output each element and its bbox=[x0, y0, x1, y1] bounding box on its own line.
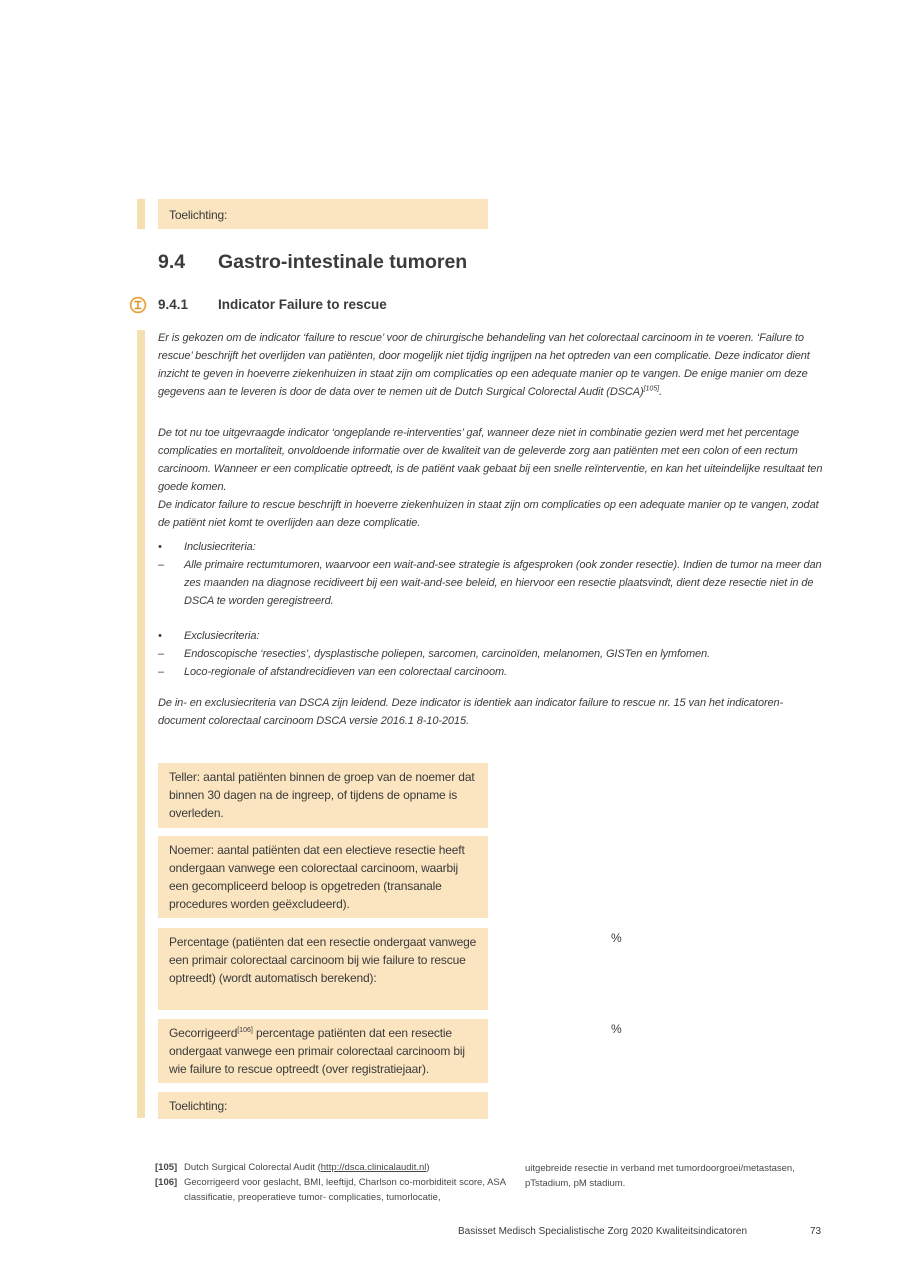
footnote-105-text bbox=[184, 1160, 515, 1175]
gecorrigeerd-lead: Gecorrigeerd bbox=[169, 1026, 238, 1040]
gecorrigeerd-rest: percentage patiënten dat een resectie ondergaat vanwege een primair colorectaal carcinoom bij wie failure to rescue optreedt (over registratiejaar). bbox=[169, 1026, 465, 1076]
footer-document-title: Basisset Medisch Specialistische Zorg 2020 Kwaliteitsindicatoren bbox=[458, 1226, 748, 1237]
subsection-number: 9.4.1 bbox=[158, 297, 189, 312]
footnote-ref-106: [106] bbox=[237, 1027, 253, 1034]
teller-box bbox=[158, 763, 488, 828]
intro-paragraph-1 bbox=[158, 329, 826, 401]
section-number: 9.4 bbox=[158, 251, 186, 273]
closing-paragraph: De in- en exclusiecriteria van DSCA zijn leidend. Deze indicator is identiek aan indicator failure to rescue nr. 15 van het indicatoren-document colorectaal carcinoom DSCA versie 2016.1 8-10-2015. bbox=[158, 697, 784, 727]
footnotes-right-column bbox=[525, 1161, 815, 1191]
footnote-105-after: ) bbox=[426, 1162, 430, 1173]
dash-marker: – bbox=[158, 559, 165, 571]
toelichting-top-label: Toelichting: bbox=[169, 208, 228, 222]
teller-text: Teller: aantal patiënten binnen de groep van de noemer dat binnen 30 dagen na de ingreep, of tijdens de opname is overleden. bbox=[169, 770, 475, 820]
subsection-title: Indicator Failure to rescue bbox=[218, 297, 387, 312]
intro-paragraph-1-text: Er is gekozen om de indicator ‘failure to rescue’ voor de chirurgische behandeling van het colorectaal carcinoom in te voeren. ‘Failure to rescue’ beschrijft het overlijden van patiënten, door mogelijk niet tijdig ingrijpen na het optreden van een complicatie. Deze indicator dient inzicht te geven in hoeverre ziekenhuizen in staat zijn om complicaties op een adequate manier op te vangen. De enige manier om deze gegevens aan te leveren is door de data over te nemen uit de Dutch Surgical Colorectal Audit (DSCA) bbox=[158, 332, 810, 398]
footnotes-left-column bbox=[155, 1160, 515, 1205]
toelichting-bottom-label: Toelichting: bbox=[169, 1099, 228, 1113]
footer-page-number: 73 bbox=[810, 1226, 822, 1237]
footnote-ref-105: [105] bbox=[643, 385, 660, 393]
exclusiecriteria-header: Exclusiecriteria: bbox=[184, 630, 260, 642]
percentage-text: Percentage (patiënten dat een resectie ondergaat vanwege een primair colorectaal carcinoom bij wie failure to rescue optreedt) (wordt automatisch berekend): bbox=[169, 935, 477, 985]
inclusiecriteria-item-row bbox=[158, 556, 826, 610]
exclusiecriteria-header-row bbox=[158, 627, 826, 645]
gecorrigeerd-box bbox=[158, 1019, 488, 1083]
bullet-marker: • bbox=[158, 630, 162, 642]
intro-paragraph-1-tail: . bbox=[659, 386, 663, 398]
gecorrigeerd-unit: % bbox=[611, 1022, 622, 1036]
footnote-106 bbox=[155, 1175, 515, 1205]
registration-badge-icon bbox=[129, 296, 147, 314]
left-accent-bar-top bbox=[137, 199, 145, 229]
footnote-106-text: Gecorrigeerd voor geslacht, BMI, leeftijd, Charlson co-morbiditeit score, ASA classificatie, preoperatieve tumor- complicaties, tumorlocatie, bbox=[184, 1177, 506, 1203]
toelichting-top-box bbox=[158, 199, 488, 229]
inclusiecriteria-item: Alle primaire rectumtumoren, waarvoor een wait-and-see strategie is afgesproken (ook zonder resectie). Indien de tumor na meer dan zes maanden na diagnose recidiveert bij een wait-and-see beleid, en hiervoor een resectie plaatsvindt, dient deze resectie niet in de DSCA te worden geregistreerd. bbox=[184, 559, 822, 607]
exclusiecriteria-item-2: Loco-regionale of afstandrecidieven van een colorectaal carcinoom. bbox=[184, 666, 507, 678]
exclusiecriteria-item-row bbox=[158, 645, 826, 663]
inclusiecriteria-header: Inclusiecriteria: bbox=[184, 541, 256, 553]
noemer-text: Noemer: aantal patiënten dat een electieve resectie heeft ondergaan vanwege een colorectaal carcinoom, waarbij een gecompliceerd beloop is opgetreden (transanale procedures worden geëxcludeerd). bbox=[169, 843, 465, 911]
inclusiecriteria-header-row bbox=[158, 538, 826, 556]
intro-paragraph-2: De tot nu toe uitgevraagde indicator ‘ongeplande re-interventies’ gaf, wanneer deze niet in combinatie gezien werd met het percentage complicaties en mortaliteit, onvoldoende informatie over de kwaliteit van de geleverde zorg aan patiënten met een colon of een rectum carcinoom. Wanneer er een complicatie optreedt, is de patiënt vaak gebaat bij een snelle reïnterventie, en kan het uiteindelijke resultaat ten goede komen. bbox=[158, 427, 823, 493]
left-accent-bar-main bbox=[137, 330, 145, 1118]
footnote-105-label: [105] bbox=[155, 1162, 178, 1173]
exclusiecriteria-item-1: Endoscopische ‘resecties’, dysplastische poliepen, sarcomen, carcinoïden, melanomen, GISTen en lymfomen. bbox=[184, 648, 711, 660]
exclusiecriteria-item-row bbox=[158, 663, 826, 681]
dash-marker: – bbox=[158, 666, 165, 678]
footnote-106-label: [106] bbox=[155, 1177, 178, 1188]
bullet-marker: • bbox=[158, 541, 162, 553]
footnote-105 bbox=[155, 1160, 515, 1175]
dash-marker: – bbox=[158, 648, 165, 660]
intro-paragraph-3: De indicator failure to rescue beschrijft in hoeverre ziekenhuizen in staat zijn om complicaties op een adequate manier op te vangen, zodat de patiënt niet komt te overlijden aan deze complicatie. bbox=[158, 499, 819, 529]
footnote-106-continuation: uitgebreide resectie in verband met tumordoorgroei/metastasen, pTstadium, pM stadium. bbox=[525, 1163, 795, 1189]
noemer-box bbox=[158, 836, 488, 918]
section-title: Gastro-intestinale tumoren bbox=[218, 251, 468, 273]
toelichting-bottom-box bbox=[158, 1092, 488, 1119]
percentage-unit: % bbox=[611, 931, 622, 945]
percentage-box bbox=[158, 928, 488, 1010]
body-text-column bbox=[158, 329, 826, 730]
footnote-105-before: Dutch Surgical Colorectal Audit ( bbox=[184, 1162, 321, 1173]
dsca-audit-link[interactable]: http://dsca.clinicalaudit.nl bbox=[320, 1162, 427, 1173]
